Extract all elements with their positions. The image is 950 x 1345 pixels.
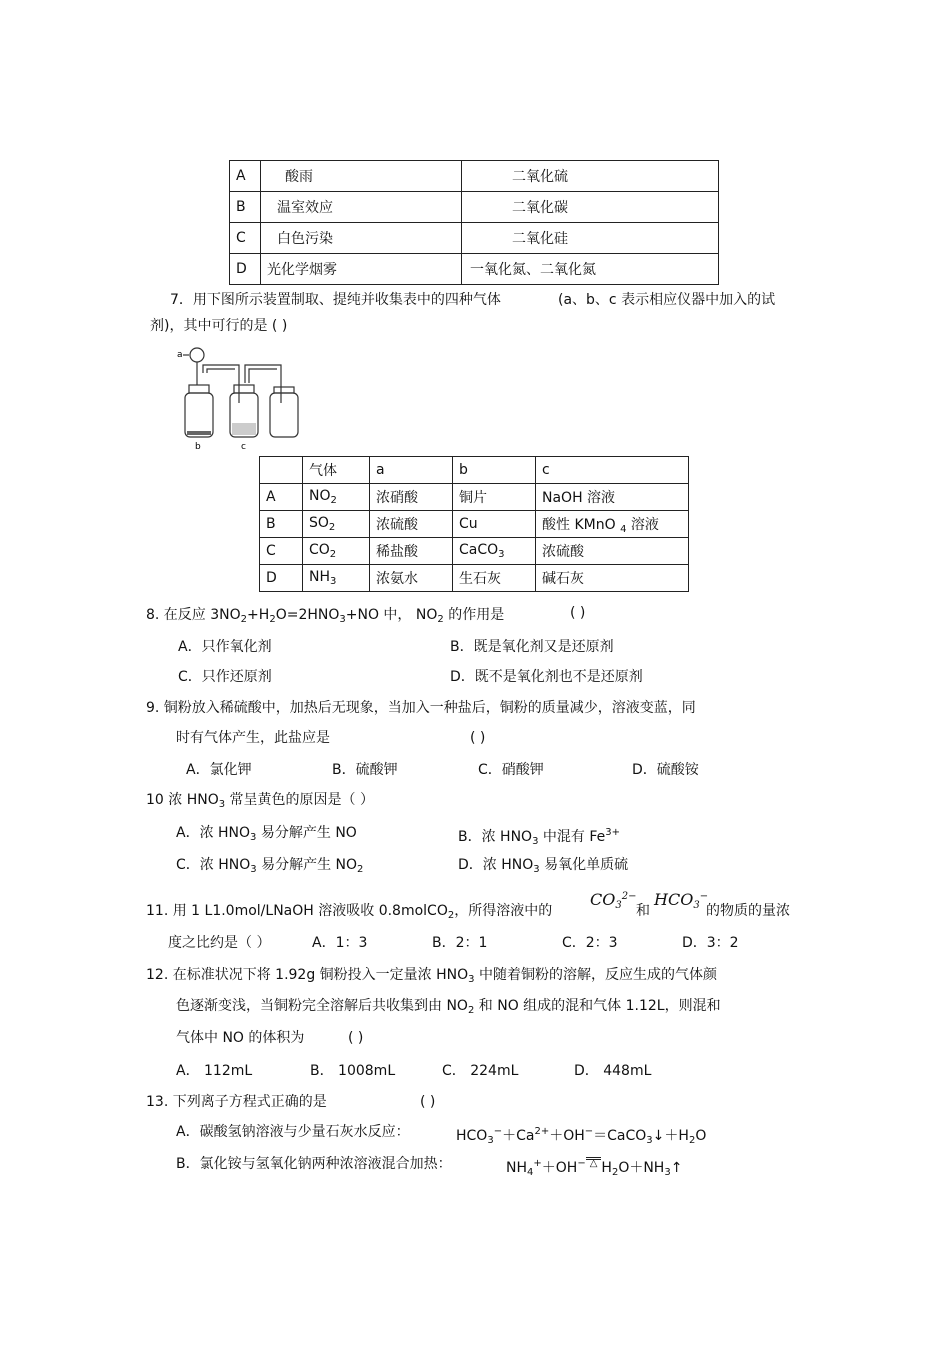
q12-option-c: C． 224mL xyxy=(442,1063,519,1079)
q7-table-cell: 浓硫酸 xyxy=(370,511,453,538)
q8-stem: 8. 在反应 $3NO_2+H_2O=2HNO_3+NO$ 中， $NO_2$ 的作用是 xyxy=(146,607,505,625)
q6-table-cell: 酸雨 xyxy=(261,161,462,192)
q7-table-cell xyxy=(260,457,303,484)
q9-line2: 时有气体产生，此盐应是 xyxy=(176,730,330,746)
q10-option-a: A．浓 $HNO_3$ 易分解产生 NO xyxy=(176,825,357,843)
q7-table-cell: 碱石灰 xyxy=(536,565,689,592)
q7-table-cell: c xyxy=(536,457,689,484)
q10-option-b: B．浓 $HNO_3$ 中混有 $Fe^{3+}$ xyxy=(458,827,621,847)
q7-line1b: (a、b、c 表示相应仪器中加入的试 xyxy=(558,292,776,308)
q9-line1: 9. 铜粉放入稀硫酸中，加热后无现象，当加入一种盐后，铜粉的质量减少，溶液变蓝，同 xyxy=(146,700,696,716)
q6-table-cell: D xyxy=(230,254,261,285)
q13-option-a-equation: $HCO_3^-+Ca^{2+}+OH^-=CaCO_3↓+H_2O$ xyxy=(456,1126,707,1146)
q7-table-cell: 稀盐酸 xyxy=(370,538,453,565)
q6-table-row xyxy=(230,254,719,285)
apparatus-figure xyxy=(175,343,305,453)
q8-option-a: A．只作氧化剂 xyxy=(178,639,272,655)
q12-line1: 12. 在标准状况下将 1.92g 铜粉投入一定量浓 $HNO_3$ 中随着铜粉的溶解，反应生成的气体颜 xyxy=(146,967,717,985)
q13-paren: ( ) xyxy=(420,1094,436,1110)
q7-table-cell: D xyxy=(260,565,303,592)
q7-line2: 剂)，其中可行的是 ( ) xyxy=(150,318,288,334)
q7-table-cell: 气体 xyxy=(303,457,370,484)
q6-table-cell: 二氧化硅 xyxy=(462,223,719,254)
q6-table-cell: 光化学烟雾 xyxy=(261,254,462,285)
q7-table-cell: b xyxy=(453,457,536,484)
q12-paren: ( ) xyxy=(348,1030,364,1046)
q7-table-cell: 浓氨水 xyxy=(370,565,453,592)
q8-option-c: C．只作还原剂 xyxy=(178,669,272,685)
q8-paren: ( ) xyxy=(570,605,586,621)
q10-option-c: C．浓 $HNO_3$ 易分解产生 $NO_2$ xyxy=(176,857,364,875)
q12-option-d: D． 448mL xyxy=(574,1063,652,1079)
q6-table-cell: 白色污染 xyxy=(261,223,462,254)
q7-table-cell: B xyxy=(260,511,303,538)
q7-table-cell: 浓硫酸 xyxy=(536,538,689,565)
q11-ion-bicarbonate: $HCO_3^-$ xyxy=(654,890,709,911)
q7-table-cell: NaOH 溶液 xyxy=(536,484,689,511)
q7-table-cell: 铜片 xyxy=(453,484,536,511)
q7-table-cell: Cu xyxy=(453,511,536,538)
q12-line2: 色逐渐变浅，当铜粉完全溶解后共收集到由 $NO_2$ 和 NO 组成的混和气体 1.12L，则混和 xyxy=(176,998,721,1016)
q8-option-b: B．既是氧化剂又是还原剂 xyxy=(450,639,614,655)
q11-ion-carbonate: $CO_3^{2-}$ xyxy=(590,890,637,911)
q7-table-cell: $NH_3$ xyxy=(303,565,370,592)
label-b: b xyxy=(195,442,201,452)
label-a: a xyxy=(177,350,183,360)
q9-option-a: A．氯化钾 xyxy=(186,762,252,778)
q12-line3: 气体中 NO 的体积为 xyxy=(176,1030,305,1046)
q13-option-b-text: B．氯化铵与氢氧化钠两种浓溶液混合加热： xyxy=(176,1156,452,1172)
q6-table xyxy=(229,160,719,285)
q7-table-cell: A xyxy=(260,484,303,511)
q11-he: 和 xyxy=(636,903,650,919)
q11-option-b: B．2：1 xyxy=(432,935,488,951)
q6-table-cell: B xyxy=(230,192,261,223)
label-c: c xyxy=(241,442,246,452)
q9-option-d: D．硫酸铵 xyxy=(632,762,699,778)
q9-paren: ( ) xyxy=(470,730,486,746)
q13-option-a-text: A．碳酸氢钠溶液与少量石灰水反应： xyxy=(176,1124,410,1140)
q7-table-row xyxy=(260,538,689,565)
q8-option-d: D．既不是氧化剂也不是还原剂 xyxy=(450,669,643,685)
q9-option-c: C．硝酸钾 xyxy=(478,762,544,778)
q7-line1a: 7．用下图所示装置制取、提纯并收集表中的四种气体 xyxy=(170,292,501,308)
q11-line1a: 11. 用 1 L1.0mol/LNaOH 溶液吸收 0.8molCO$_2$，所得溶液中的 xyxy=(146,903,553,921)
q6-table-cell: 一氧化氮、二氧化氮 xyxy=(462,254,719,285)
q9-option-b: B．硫酸钾 xyxy=(332,762,398,778)
q6-table-row xyxy=(230,192,719,223)
q7-table-row xyxy=(260,511,689,538)
q12-option-a: A． 112mL xyxy=(176,1063,253,1079)
q11-option-d: D．3：2 xyxy=(682,935,739,951)
q6-table-row xyxy=(230,161,719,192)
q6-table-cell: 温室效应 xyxy=(261,192,462,223)
q11-option-c: C．2：3 xyxy=(562,935,618,951)
q11-option-a: A．1：3 xyxy=(312,935,368,951)
q10-option-d: D．浓 $HNO_3$ 易氧化单质硫 xyxy=(458,857,629,875)
q7-table-cell: CaCO$_3$ xyxy=(453,538,536,565)
q7-table-cell: 生石灰 xyxy=(453,565,536,592)
q7-table-row xyxy=(260,484,689,511)
q7-table-cell: a xyxy=(370,457,453,484)
q7-table-header xyxy=(260,457,689,484)
q7-table-cell: $SO_2$ xyxy=(303,511,370,538)
q7-table xyxy=(259,456,689,592)
q7-table-cell: $NO_2$ xyxy=(303,484,370,511)
q13-option-b-equation: $NH_4^++OH^-$ △ $H_2O+NH_3↑$ xyxy=(506,1158,683,1178)
q7-table-cell: $CO_2$ xyxy=(303,538,370,565)
q6-table-cell: 二氧化硫 xyxy=(462,161,719,192)
q7-table-cell: 浓硝酸 xyxy=(370,484,453,511)
q6-table-cell: A xyxy=(230,161,261,192)
q7-table-row xyxy=(260,565,689,592)
q7-table-cell: 酸性 KMnO $_4$ 溶液 xyxy=(536,511,689,538)
q6-table-row xyxy=(230,223,719,254)
q6-table-cell: C xyxy=(230,223,261,254)
q7-table-cell: C xyxy=(260,538,303,565)
q11-line1b: 的物质的量浓 xyxy=(706,903,790,919)
q13-stem: 13. 下列离子方程式正确的是 xyxy=(146,1094,327,1110)
q6-table-cell: 二氧化碳 xyxy=(462,192,719,223)
q10-stem: 10 浓 $HNO_3$ 常呈黄色的原因是（ ） xyxy=(146,792,375,810)
q12-option-b: B． 1008mL xyxy=(310,1063,396,1079)
q11-line2: 度之比约是（ ） xyxy=(168,935,271,951)
